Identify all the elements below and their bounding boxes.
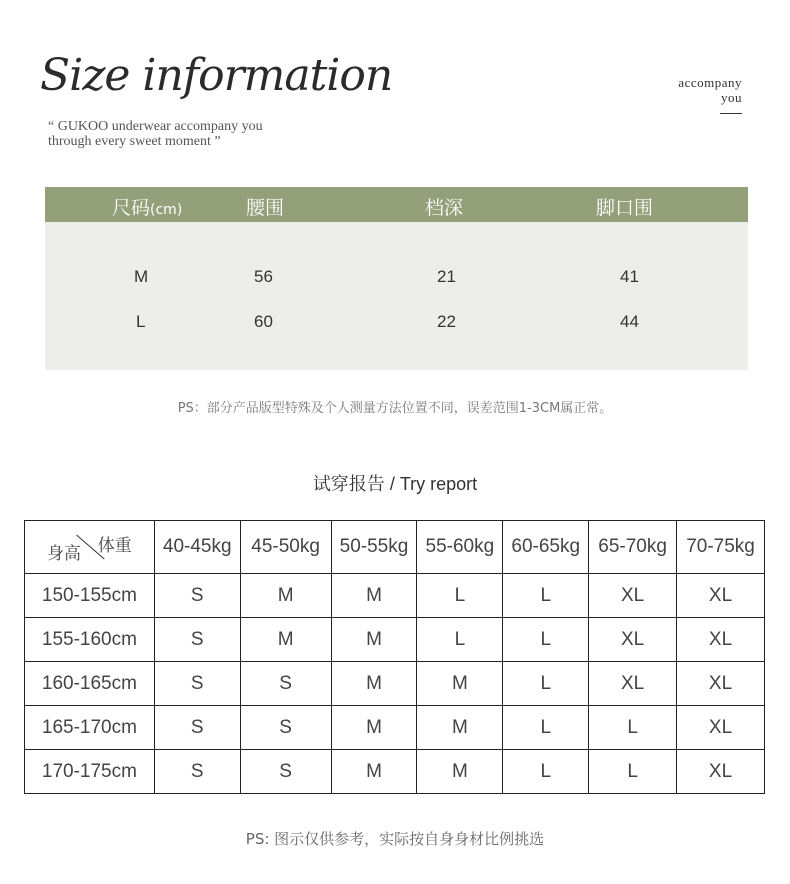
size-cell: S [154,574,240,618]
height-cell: 160-165cm [25,662,155,706]
size-cell: L [136,312,146,331]
leg-cell: 41 [620,267,639,286]
size-table-header [45,187,748,222]
size-cell: XL [589,618,677,662]
weight-header: 50-55kg [331,521,417,574]
size-cell: M [331,706,417,750]
size-cell: L [417,574,503,618]
subtitle [48,119,348,149]
header-rise: 档深 [425,197,464,219]
size-cell: L [503,662,589,706]
size-cell: M [331,574,417,618]
rise-cell: 22 [437,312,456,331]
table-row [25,574,765,618]
table-row [25,618,765,662]
size-cell: M [240,574,331,618]
table-row [25,750,765,794]
subtitle-line-1: “ GUKOO underwear accompany you [48,119,263,134]
size-cell: M [417,706,503,750]
size-cell: S [154,750,240,794]
try-report-title [0,470,790,496]
weight-header: 45-50kg [240,521,331,574]
height-cell: 170-175cm [25,750,155,794]
size-cell: M [417,750,503,794]
height-cell: 150-155cm [25,574,155,618]
diagonal-divider [25,521,154,573]
measurement-note: PS：部分产品版型特殊及个人测量方法位置不同，误差范围1-3CM属正常。 [177,401,613,416]
weight-header: 70-75kg [677,521,765,574]
reference-note: PS: 图示仅供参考，实际按自身身材比例挑选 [245,830,545,848]
try-report-title-cn: 试穿报告 [312,474,385,495]
side-tagline [678,75,742,114]
size-cell: S [154,706,240,750]
weight-header: 65-70kg [589,521,677,574]
size-cell: XL [677,706,765,750]
rise-cell: 21 [437,267,456,286]
size-cell: XL [677,618,765,662]
size-cell: S [240,662,331,706]
size-cell: XL [589,662,677,706]
size-cell: XL [677,574,765,618]
size-cell: S [154,662,240,706]
try-report-title-en: / Try report [384,474,478,494]
size-cell: XL [589,574,677,618]
side-tagline-line-1: accompany [678,75,742,90]
height-cell: 165-170cm [25,706,155,750]
size-cell: XL [677,750,765,794]
size-cell: S [154,618,240,662]
corner-weight-label: 体重 [97,536,132,555]
size-cell: L [589,706,677,750]
size-cell: S [240,706,331,750]
header-size: 尺码(cm) [112,197,183,219]
size-cell: XL [677,662,765,706]
table-row [25,706,765,750]
size-cell: M [331,618,417,662]
size-cell: M [240,618,331,662]
size-cell: M [331,662,417,706]
tagline-underline [720,113,742,114]
size-cell: L [417,618,503,662]
size-cell: L [589,750,677,794]
size-cell: M [134,267,149,286]
corner-height-label: 身高 [47,544,81,563]
size-cell: L [503,574,589,618]
size-table-body [45,222,748,370]
header-leg-opening: 脚口围 [596,197,654,219]
side-tagline-line-2: you [721,90,742,105]
subtitle-line-2: through every sweet moment ” [48,134,221,149]
weight-header: 40-45kg [154,521,240,574]
size-cell: M [331,750,417,794]
waist-cell: 56 [254,267,273,286]
height-cell: 155-160cm [25,618,155,662]
size-cell: L [503,706,589,750]
weight-header: 55-60kg [417,521,503,574]
waist-cell: 60 [254,312,273,331]
page-title: Size information [40,50,393,101]
try-report-table [24,520,765,794]
size-cell: L [503,750,589,794]
weight-header: 60-65kg [503,521,589,574]
size-cell: L [503,618,589,662]
size-cell: S [240,750,331,794]
table-header-row [25,521,765,574]
size-cell: M [417,662,503,706]
leg-cell: 44 [620,312,639,331]
header-waist: 腰围 [246,197,285,219]
corner-cell [25,521,155,574]
table-row [25,662,765,706]
